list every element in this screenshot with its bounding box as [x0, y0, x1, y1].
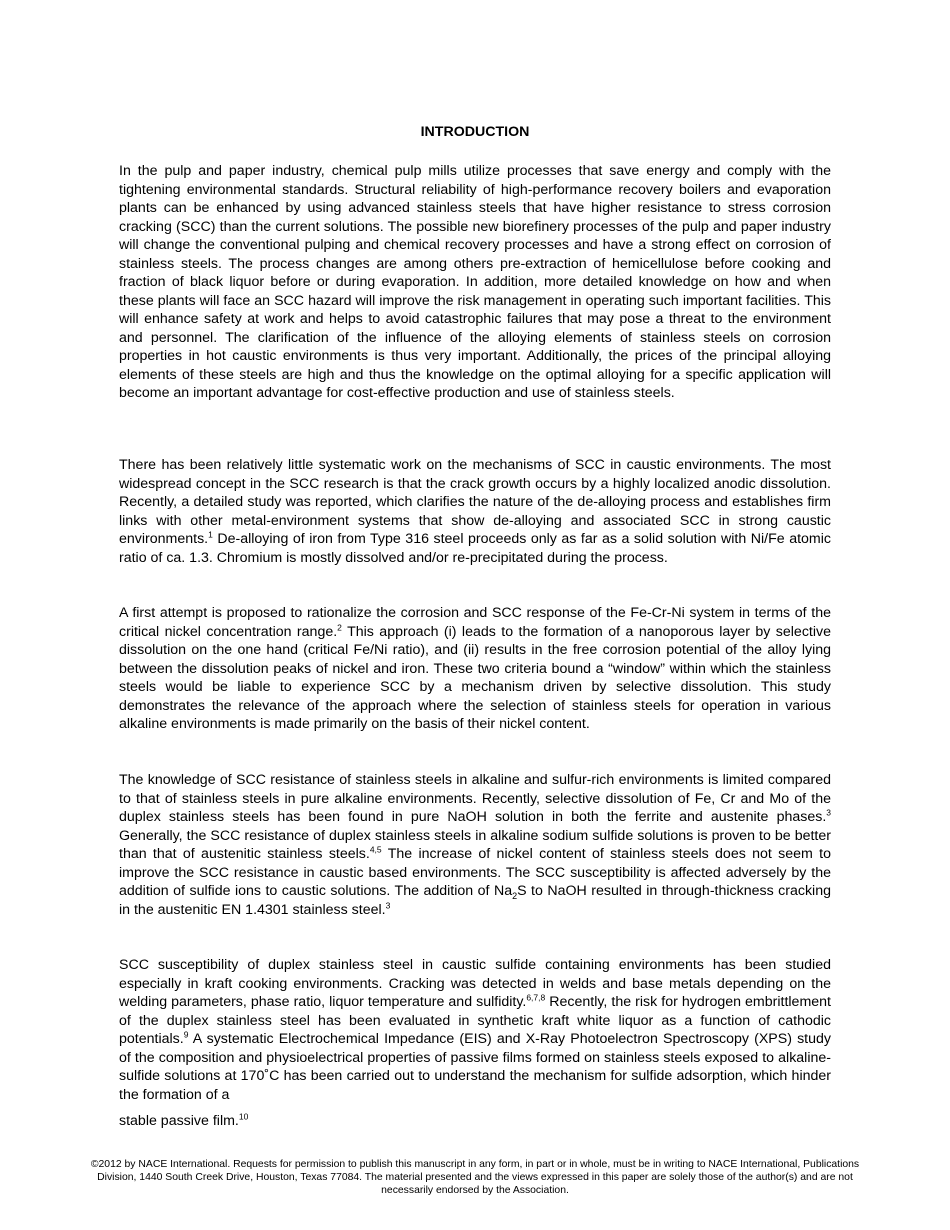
paragraph-4-text-b: Generally, the SCC resistance of duplex stainless steels in alkaline sodium sulfide solutions is proven to be better than that of austenitic stainless steels.	[119, 827, 831, 862]
paragraph-5-text-d	[119, 1112, 248, 1131]
paragraph-2-text-a: There has been relatively little systematic work on the mechanisms of SCC in caustic environments. The most widespread concept in the SCC research is that the crack growth occurs by a highly localized anodic dissolution. Recently, a detailed study was reported, which clarifies the nature of the de-alloying process and establishes firm links with other metal-environment systems that show de-alloying and associated SCC in strong caustic environments.	[119, 457, 831, 547]
paragraph-5-last-line: stable passive film.	[119, 1113, 239, 1129]
paragraph-4-text-d: S to NaOH resulted in through-thickness cracking in the austenitic EN 1.4301 stainless steel.	[119, 883, 831, 918]
paragraph-4	[119, 771, 831, 919]
citation-10: 10	[238, 1111, 249, 1122]
paragraph-2	[119, 456, 831, 567]
citation-9: 9	[183, 1029, 189, 1040]
paragraph-4-text-c: The increase of nickel content of stainless steels does not seem to improve the SCC resistance in caustic based environments. The SCC susceptibility is affected adversely by the addition of sulfide ions to caustic solutions. The addition of Na	[119, 846, 831, 899]
paragraph-3-text-b: This approach (i) leads to the formation of a nanoporous layer by selective dissolution on the one hand (critical Fe/Ni ratio), and (ii) results in the free corrosion potential of the alloy lying between the dissolution peaks of nickel and iron. These two criteria bound a “window” within which the stainless steels would be liable to experience SCC by a mechanism driven by selective dissolution. This study demonstrates the relevance of the approach where the selection of stainless steels for operation in various alkaline environments is made primarily on the basis of their nickel content.	[119, 623, 831, 732]
paragraph-3	[119, 604, 831, 734]
citation-4-5: 4,5	[369, 844, 382, 855]
citation-3: 3	[826, 807, 831, 818]
citation-2: 2	[337, 621, 342, 632]
paragraph-2-text-b: De-alloying of iron from Type 316 steel proceeds only as far as a solid solution with Ni/Fe atomic ratio of ca. 1.3. Chromium is mostly dissolved and/or re-precipitated during the process.	[119, 531, 831, 566]
paragraph-5-text-a: SCC susceptibility of duplex stainless steel in caustic sulfide containing environments has been studied especially in kraft cooking environments. Cracking was detected in welds and base metals depending on the welding parameters, phase ratio, liquor temperature and sulfidity.	[119, 957, 831, 1010]
subscript-2: 2	[512, 890, 518, 901]
paragraph-4-text-a: The knowledge of SCC resistance of stainless steels in alkaline and sulfur-rich environments is limited compared to that of stainless steels in pure alkaline environments. Recently, selective dissolution of Fe, Cr and Mo of the duplex stainless steels has been found in pure NaOH solution in both the ferrite and austenite phases.	[119, 772, 831, 825]
citation-3b: 3	[385, 899, 391, 910]
paragraph-1: In the pulp and paper industry, chemical pulp mills utilize processes that save energy and comply with the tightening environmental standards. Structural reliability of high-performance recovery boilers and evaporation plants can be enhanced by using advanced stainless steels that have higher resistance to stress corrosion cracking (SCC) than the current solutions. The possible new biorefinery processes of the pulp and paper industry will change the conventional pulping and chemical recovery processes and have a strong effect on corrosion of stainless steels. The process changes are among others pre-extraction of hemicellulose before cooking and fraction of black liquor before or during evaporation. In addition, more detailed knowledge on how and when these plants will face an SCC hazard will improve the risk management in operating such important facilities. This will enhance safety at work and helps to avoid catastrophic failures that may pose a threat to the environment and personnel. The clarification of the influence of the alloying elements of stainless steels on corrosion properties in hot caustic environments is thus very important. Additionally, the prices of the principal alloying elements of these steels are high and thus the knowledge on the optimal alloying for a specific application will become an important advantage for cost-effective production and use of stainless steels.	[119, 163, 831, 401]
citation-1: 1	[208, 529, 213, 540]
paragraph-5-text-b: Recently, the risk for hydrogen embrittlement of the duplex stainless steel has been evaluated in synthetic kraft white liquor as a function of cathodic potentials.	[119, 994, 831, 1047]
paragraph-5	[119, 956, 831, 1131]
paragraph-3-text-a: A first attempt is proposed to rationalize the corrosion and SCC response of the Fe-Cr-Ni system in terms of the critical nickel concentration range.	[119, 605, 831, 640]
paragraph-5-text-c: A systematic Electrochemical Impedance (EIS) and X-Ray Photoelectron Spectroscopy (XPS) study of the composition and physioelectrical properties of passive films formed on stainless steels exposed to alkaline-sulfide solutions at 170˚C has been carried out to understand the mechanism for sulfide adsorption, which hinder the formation of a	[119, 1031, 831, 1103]
section-heading: INTRODUCTION	[420, 124, 530, 140]
citation-6-7-8: 6,7,8	[526, 992, 546, 1003]
copyright-footer: ©2012 by NACE International. Requests for permission to publish this manuscript in any form, in part or in whole, must be in writing to NACE International, Publications Division, 1440 South Creek Drive, Houston, Texas 77084. The material presented and the views expressed in this paper are solely those of the author(s) and are not necessarily endorsed by the Association.	[90, 1159, 860, 1196]
